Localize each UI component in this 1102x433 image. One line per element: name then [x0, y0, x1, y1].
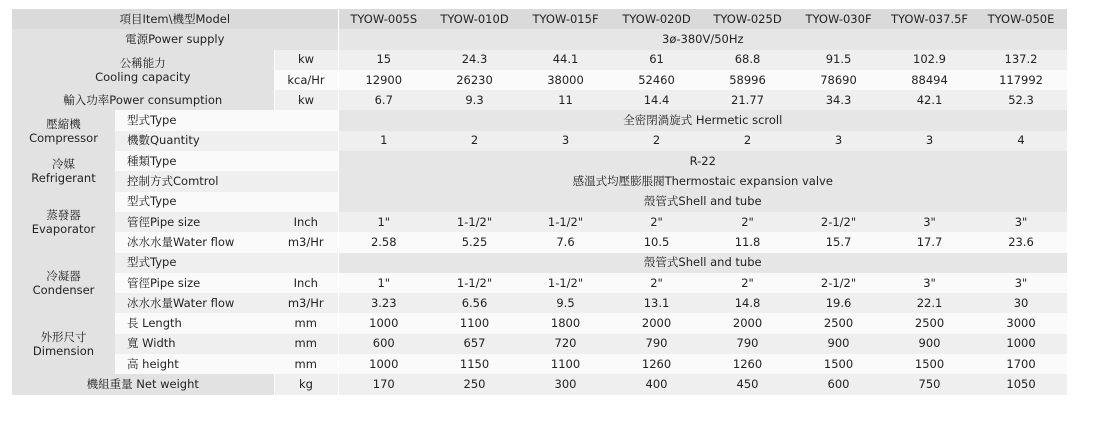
- value-cell: 1-1/2": [520, 273, 611, 293]
- value-cell: 1150: [429, 354, 520, 374]
- sub-label: 型式Type: [115, 110, 274, 130]
- value-cell: 117992: [975, 70, 1067, 90]
- compressor-quantity-row: [12, 131, 1067, 151]
- value-cell: 137.2: [975, 50, 1067, 70]
- dimension-label: [12, 313, 115, 374]
- value-cell: 2000: [611, 313, 702, 333]
- dimension-label-zh: 外形尺寸: [40, 329, 87, 344]
- value-cell: 68.8: [702, 50, 793, 70]
- value-cell: 2": [611, 212, 702, 232]
- value-cell: 9.3: [429, 90, 520, 110]
- value-cell: 11.8: [702, 232, 793, 252]
- value-cell: 1050: [975, 374, 1067, 394]
- sub-label: 管徑Pipe size: [115, 273, 274, 293]
- value-cell: 102.9: [884, 50, 975, 70]
- item-model-label: 項目Item\機型Model: [12, 9, 338, 29]
- sub-label: 型式Type: [115, 192, 274, 212]
- cooling-capacity-label-en: Cooling capacity: [95, 69, 191, 84]
- value-cell: 3.23: [338, 293, 429, 313]
- value-cell: 19.6: [793, 293, 884, 313]
- sub-label: 機數Quantity: [115, 131, 274, 151]
- value-cell: 12900: [338, 70, 429, 90]
- net-weight-row: [12, 374, 1067, 394]
- compressor-label: [12, 110, 115, 151]
- header-row: [12, 9, 1067, 29]
- unit-cell: [274, 192, 338, 212]
- value-cell: 52460: [611, 70, 702, 90]
- value-cell: 2": [702, 273, 793, 293]
- compressor-type-value: 全密閉渦旋式 Hermetic scroll: [338, 110, 1067, 130]
- unit-cell: m3/Hr: [274, 232, 338, 252]
- unit-cell: [274, 151, 338, 171]
- value-cell: 17.7: [884, 232, 975, 252]
- model-header: TYOW-005S: [338, 9, 429, 29]
- value-cell: 15: [338, 50, 429, 70]
- value-cell: 3": [884, 212, 975, 232]
- unit-cell: [274, 171, 338, 191]
- value-cell: 2000: [702, 313, 793, 333]
- unit-cell: Inch: [274, 273, 338, 293]
- value-cell: 58996: [702, 70, 793, 90]
- cooling-capacity-label-zh: 公稱能力: [119, 55, 166, 70]
- model-header: TYOW-015F: [520, 9, 611, 29]
- evaporator-type-row: [12, 192, 1067, 212]
- value-cell: 3: [520, 131, 611, 151]
- value-cell: 1-1/2": [429, 212, 520, 232]
- value-cell: 1100: [429, 313, 520, 333]
- evaporator-flow-row: [12, 232, 1067, 252]
- value-cell: 1": [338, 273, 429, 293]
- dimension-length-row: [12, 313, 1067, 333]
- value-cell: 2.58: [338, 232, 429, 252]
- value-cell: 6.56: [429, 293, 520, 313]
- value-cell: 5.25: [429, 232, 520, 252]
- value-cell: 1260: [611, 354, 702, 374]
- model-header: TYOW-010D: [429, 9, 520, 29]
- value-cell: 1-1/2": [429, 273, 520, 293]
- evaporator-label-zh: 蒸發器: [46, 208, 81, 223]
- value-cell: 15.7: [793, 232, 884, 252]
- value-cell: 26230: [429, 70, 520, 90]
- model-header: TYOW-050E: [975, 9, 1067, 29]
- refrigerant-control-row: [12, 171, 1067, 191]
- model-header: TYOW-030F: [793, 9, 884, 29]
- unit-cell: kca/Hr: [274, 70, 338, 90]
- condenser-type-value: 殼管式Shell and tube: [338, 253, 1067, 273]
- value-cell: 14.4: [611, 90, 702, 110]
- value-cell: 1700: [975, 354, 1067, 374]
- refrigerant-label-zh: 冷媒: [52, 157, 75, 172]
- value-cell: 600: [793, 374, 884, 394]
- value-cell: 1: [338, 131, 429, 151]
- dimension-height-row: [12, 354, 1067, 374]
- value-cell: 2": [611, 273, 702, 293]
- condenser-type-row: [12, 253, 1067, 273]
- value-cell: 3: [884, 131, 975, 151]
- value-cell: 42.1: [884, 90, 975, 110]
- value-cell: 250: [429, 374, 520, 394]
- dimension-label-en: Dimension: [32, 343, 95, 358]
- value-cell: 1500: [884, 354, 975, 374]
- unit-cell: mm: [274, 313, 338, 333]
- sub-label: 控制方式Comtrol: [115, 171, 274, 191]
- condenser-pipe-row: [12, 273, 1067, 293]
- value-cell: 13.1: [611, 293, 702, 313]
- unit-cell: mm: [274, 334, 338, 354]
- value-cell: 720: [520, 334, 611, 354]
- unit-cell: Inch: [274, 212, 338, 232]
- compressor-label-zh: 壓縮機: [46, 116, 81, 131]
- value-cell: 1260: [702, 354, 793, 374]
- value-cell: 790: [611, 334, 702, 354]
- value-cell: 91.5: [793, 50, 884, 70]
- value-cell: 3": [975, 212, 1067, 232]
- unit-cell: kg: [274, 374, 338, 394]
- value-cell: 2: [702, 131, 793, 151]
- evaporator-label-en: Evaporator: [31, 222, 96, 237]
- unit-cell: [274, 131, 338, 151]
- sub-label: 寬 Width: [115, 334, 274, 354]
- value-cell: 34.3: [793, 90, 884, 110]
- value-cell: 7.6: [520, 232, 611, 252]
- value-cell: 6.7: [338, 90, 429, 110]
- condenser-label-en: Condenser: [32, 283, 95, 297]
- value-cell: 450: [702, 374, 793, 394]
- unit-cell: mm: [274, 354, 338, 374]
- value-cell: 1-1/2": [520, 212, 611, 232]
- value-cell: 9.5: [520, 293, 611, 313]
- value-cell: 1": [338, 212, 429, 232]
- power-consumption-label: 輸入功率Power consumption: [12, 90, 274, 110]
- refrigerant-label-en: Refrigerant: [31, 171, 96, 186]
- value-cell: 2-1/2": [793, 212, 884, 232]
- model-header: TYOW-037.5F: [884, 9, 975, 29]
- value-cell: 61: [611, 50, 702, 70]
- model-header: TYOW-020D: [611, 9, 702, 29]
- value-cell: 1000: [338, 313, 429, 333]
- net-weight-label: 機組重量 Net weight: [12, 374, 274, 394]
- value-cell: 2: [611, 131, 702, 151]
- value-cell: 24.3: [429, 50, 520, 70]
- sub-label: 種類Type: [115, 151, 274, 171]
- condenser-label: [12, 253, 115, 314]
- value-cell: 14.8: [702, 293, 793, 313]
- refrigerant-control-value: 感溫式均壓膨脹閥Thermostaic expansion valve: [338, 171, 1067, 191]
- value-cell: 900: [884, 334, 975, 354]
- value-cell: 600: [338, 334, 429, 354]
- value-cell: 21.77: [702, 90, 793, 110]
- value-cell: 790: [702, 334, 793, 354]
- value-cell: 3": [884, 273, 975, 293]
- value-cell: 88494: [884, 70, 975, 90]
- power-supply-value: 3ø-380V/50Hz: [338, 29, 1067, 49]
- cooling-capacity-label: [12, 50, 274, 91]
- value-cell: 2": [702, 212, 793, 232]
- value-cell: 30: [975, 293, 1067, 313]
- sub-label: 冰水水量Water flow: [115, 232, 274, 252]
- condenser-label-zh: 冷凝器: [46, 269, 81, 283]
- sub-label: 高 height: [115, 354, 274, 374]
- value-cell: 750: [884, 374, 975, 394]
- spec-table: [12, 9, 1067, 395]
- sub-label: 長 Length: [115, 313, 274, 333]
- value-cell: 44.1: [520, 50, 611, 70]
- value-cell: 657: [429, 334, 520, 354]
- sub-label: 管徑Pipe size: [115, 212, 274, 232]
- value-cell: 78690: [793, 70, 884, 90]
- value-cell: 22.1: [884, 293, 975, 313]
- refrigerant-type-row: [12, 151, 1067, 171]
- model-header: TYOW-025D: [702, 9, 793, 29]
- evaporator-label: [12, 192, 115, 253]
- power-supply-label: 電源Power supply: [12, 29, 338, 49]
- value-cell: 3: [793, 131, 884, 151]
- value-cell: 1000: [338, 354, 429, 374]
- unit-cell: kw: [274, 50, 338, 70]
- value-cell: 38000: [520, 70, 611, 90]
- value-cell: 1500: [793, 354, 884, 374]
- sub-label: 型式Type: [115, 253, 274, 273]
- value-cell: 170: [338, 374, 429, 394]
- value-cell: 2-1/2": [793, 273, 884, 293]
- unit-cell: [274, 110, 338, 130]
- unit-cell: m3/Hr: [274, 293, 338, 313]
- dimension-width-row: [12, 334, 1067, 354]
- value-cell: 300: [520, 374, 611, 394]
- value-cell: 23.6: [975, 232, 1067, 252]
- cooling-capacity-kw-row: [12, 50, 1067, 70]
- condenser-flow-row: [12, 293, 1067, 313]
- value-cell: 2500: [884, 313, 975, 333]
- value-cell: 3": [975, 273, 1067, 293]
- value-cell: 52.3: [975, 90, 1067, 110]
- value-cell: 3000: [975, 313, 1067, 333]
- unit-cell: kw: [274, 90, 338, 110]
- evaporator-type-value: 殼管式Shell and tube: [338, 192, 1067, 212]
- value-cell: 400: [611, 374, 702, 394]
- unit-cell: [274, 253, 338, 273]
- power-consumption-row: [12, 90, 1067, 110]
- compressor-label-en: Compressor: [29, 130, 98, 145]
- value-cell: 1100: [520, 354, 611, 374]
- value-cell: 4: [975, 131, 1067, 151]
- compressor-type-row: [12, 110, 1067, 130]
- value-cell: 1000: [975, 334, 1067, 354]
- refrigerant-label: [12, 151, 115, 192]
- value-cell: 2: [429, 131, 520, 151]
- value-cell: 11: [520, 90, 611, 110]
- value-cell: 10.5: [611, 232, 702, 252]
- value-cell: 900: [793, 334, 884, 354]
- value-cell: 1800: [520, 313, 611, 333]
- power-supply-row: [12, 29, 1067, 49]
- refrigerant-type-value: R-22: [338, 151, 1067, 171]
- evaporator-pipe-row: [12, 212, 1067, 232]
- sub-label: 冰水水量Water flow: [115, 293, 274, 313]
- value-cell: 2500: [793, 313, 884, 333]
